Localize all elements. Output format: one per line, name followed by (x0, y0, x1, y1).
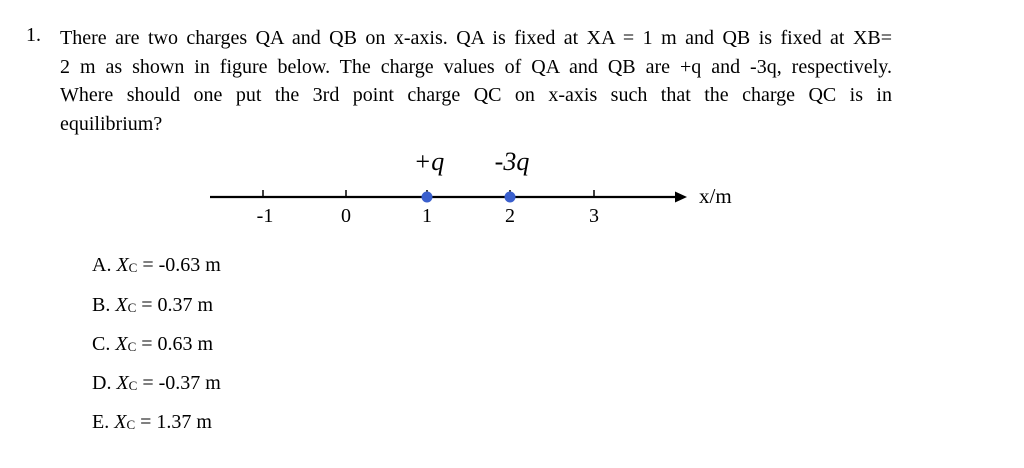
option-variable: X (116, 372, 129, 394)
charge-a-point (422, 192, 433, 203)
question-line-3: Where should one put the 3rd point charge QC on x-axis such that the charge QC is in (60, 84, 892, 106)
option-value: = 0.37 m (136, 294, 214, 316)
tick-label: 0 (341, 205, 351, 227)
option-d[interactable] (92, 372, 221, 395)
option-letter: D. (92, 372, 112, 394)
option-letter: A. (92, 254, 112, 276)
axis-arrow-icon (675, 192, 687, 203)
tick-label: -1 (256, 205, 274, 227)
axis-label: x/m (699, 184, 732, 208)
tick-label: 2 (505, 205, 515, 227)
option-variable: X (115, 294, 128, 316)
option-variable: X (116, 254, 129, 276)
option-letter: C. (92, 333, 111, 355)
option-subscript: C (128, 378, 138, 393)
option-value: = -0.37 m (137, 372, 221, 394)
option-letter: B. (92, 294, 111, 316)
option-letter: E. (92, 411, 110, 433)
option-variable: X (114, 411, 127, 433)
option-subscript: C (127, 300, 137, 315)
tick-label: 1 (422, 205, 432, 227)
option-b[interactable] (92, 294, 213, 317)
option-c[interactable] (92, 333, 213, 356)
charge-a-label: +q (413, 147, 445, 176)
option-value: = 0.63 m (136, 333, 214, 355)
question-line-1: There are two charges QA and QB on x-axis. QA is fixed at XA = 1 m and QB is fixed at XB= (60, 27, 892, 49)
option-variable: X (115, 333, 128, 355)
charge-b-point (505, 192, 516, 203)
option-value: = 1.37 m (135, 411, 212, 433)
question-number: 1. (26, 24, 41, 46)
charge-b-label: -3q (494, 147, 530, 176)
option-subscript: C (127, 339, 137, 354)
option-e[interactable] (92, 411, 212, 434)
option-subscript: C (128, 260, 138, 275)
tick-label: 3 (589, 205, 599, 227)
question-line-4: equilibrium? (60, 112, 163, 135)
question-line-2: 2 m as shown in figure below. The charge values of QA and QB are +q and -3q, respectively. (60, 55, 892, 78)
option-value: = -0.63 m (137, 254, 221, 276)
option-a[interactable] (92, 254, 221, 277)
option-subscript: C (126, 417, 136, 432)
